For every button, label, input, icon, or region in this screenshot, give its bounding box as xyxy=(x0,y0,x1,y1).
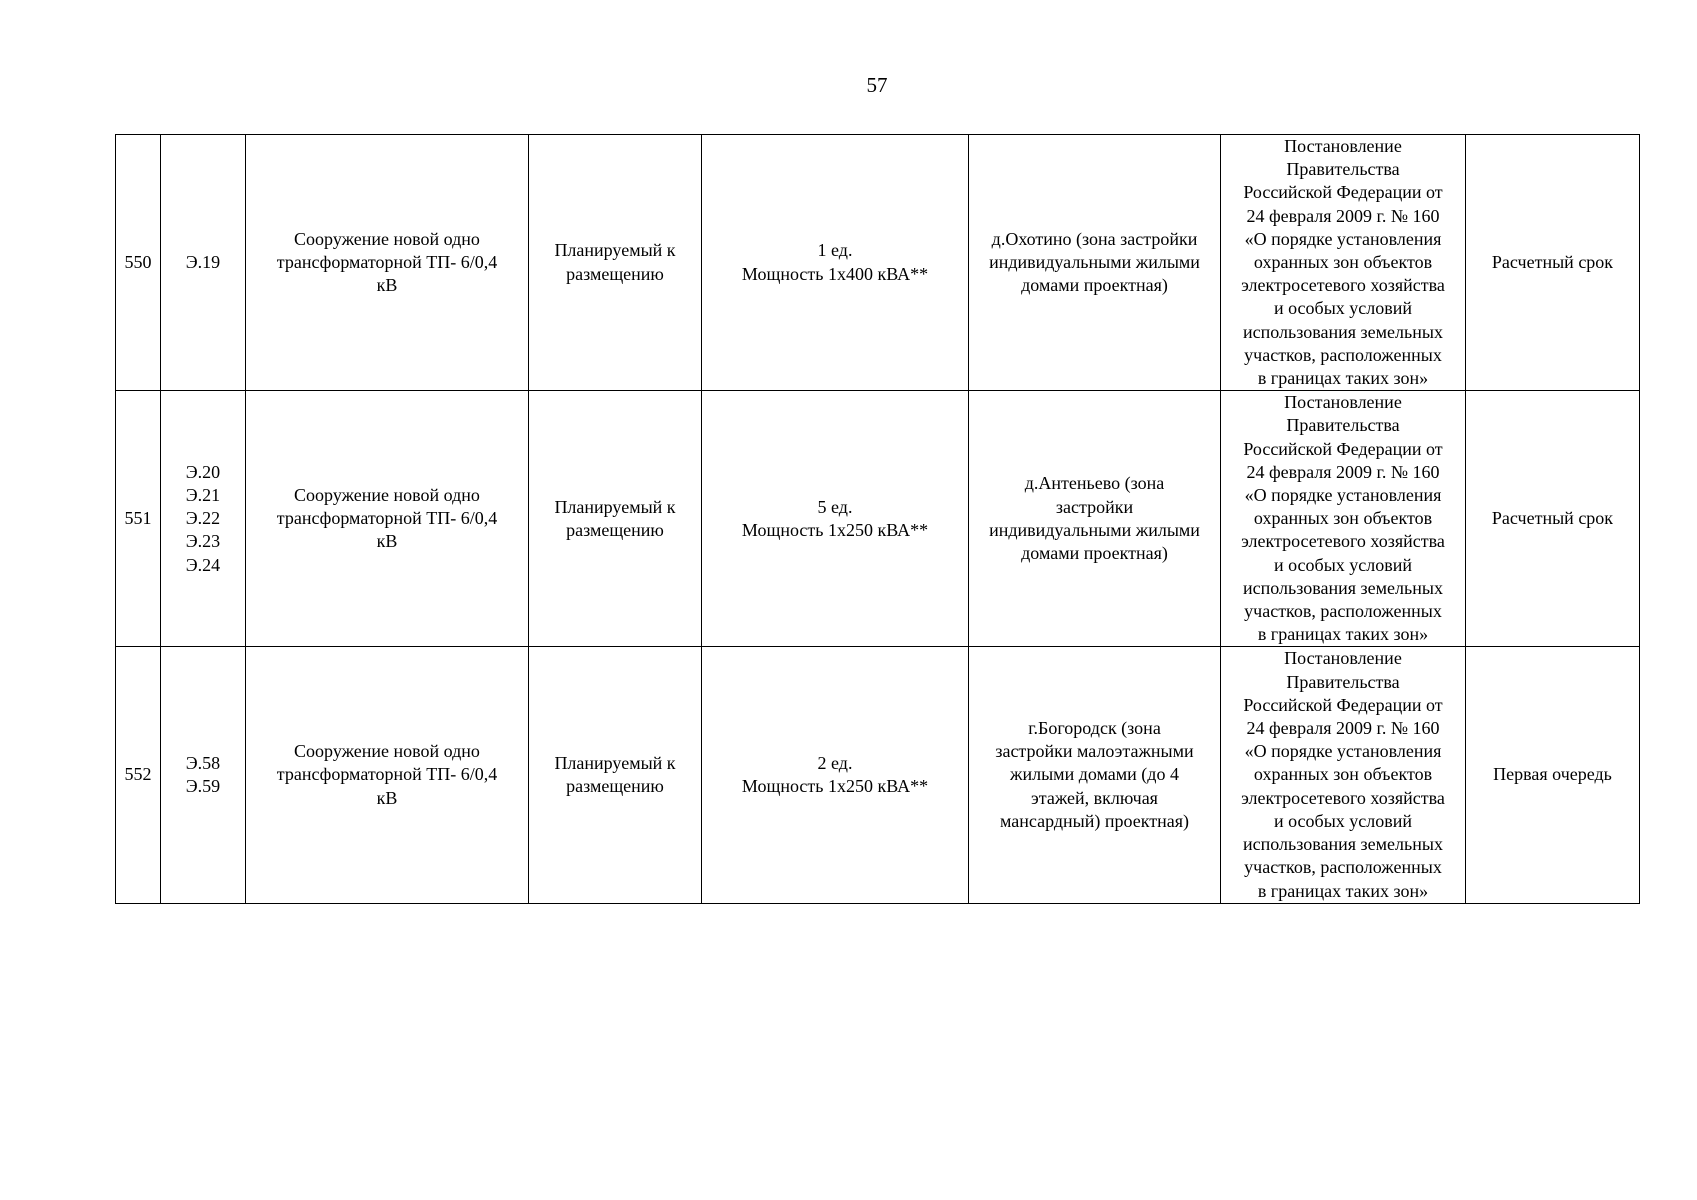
object-location-cell: г.Богородск (зона застройки малоэтажными жилыми домами (до 4 этажей, включая мансардный) проектная) xyxy=(969,647,1221,903)
object-location-cell: д.Антеньево (зона застройки индивидуальными жилыми домами проектная) xyxy=(969,391,1221,647)
object-name-cell: Сооружение новой одно трансформаторной ТП- 6/0,4 кВ xyxy=(246,391,529,647)
row-number-cell: 550 xyxy=(116,135,161,391)
object-name-cell: Сооружение новой одно трансформаторной ТП- 6/0,4 кВ xyxy=(246,135,529,391)
object-location-cell: д.Охотино (зона застройки индивидуальными жилыми домами проектная) xyxy=(969,135,1221,391)
row-number-cell: 552 xyxy=(116,647,161,903)
implementation-term-cell: Расчетный срок xyxy=(1466,135,1640,391)
implementation-term-cell: Расчетный срок xyxy=(1466,391,1640,647)
object-params-cell: 5 ед. Мощность 1х250 кВА** xyxy=(702,391,969,647)
row-number-cell: 551 xyxy=(116,391,161,647)
object-code-cell: Э.58 Э.59 xyxy=(161,647,246,903)
page-number: 57 xyxy=(866,73,888,97)
object-status-cell: Планируемый к размещению xyxy=(529,135,702,391)
table-row xyxy=(116,391,1640,647)
object-status-cell: Планируемый к размещению xyxy=(529,391,702,647)
regulation-cell: Постановление Правительства Российской Федерации от 24 февраля 2009 г. № 160 «О порядке установления охранных зон объектов электросетевого хозяйства и особых условий использования земельных участков, расположенных в границах таких зон» xyxy=(1221,135,1466,391)
object-params-cell: 1 ед. Мощность 1х400 кВА** xyxy=(702,135,969,391)
table-row xyxy=(116,647,1640,903)
table-row xyxy=(116,135,1640,391)
objects-table xyxy=(115,134,1640,904)
object-code-cell: Э.20 Э.21 Э.22 Э.23 Э.24 xyxy=(161,391,246,647)
implementation-term-cell: Первая очередь xyxy=(1466,647,1640,903)
regulation-cell: Постановление Правительства Российской Федерации от 24 февраля 2009 г. № 160 «О порядке установления охранных зон объектов электросетевого хозяйства и особых условий использования земельных участков, расположенных в границах таких зон» xyxy=(1221,647,1466,903)
object-name-cell: Сооружение новой одно трансформаторной ТП- 6/0,4 кВ xyxy=(246,647,529,903)
object-params-cell: 2 ед. Мощность 1х250 кВА** xyxy=(702,647,969,903)
object-code-cell: Э.19 xyxy=(161,135,246,391)
regulation-cell: Постановление Правительства Российской Федерации от 24 февраля 2009 г. № 160 «О порядке установления охранных зон объектов электросетевого хозяйства и особых условий использования земельных участков, расположенных в границах таких зон» xyxy=(1221,391,1466,647)
object-status-cell: Планируемый к размещению xyxy=(529,647,702,903)
